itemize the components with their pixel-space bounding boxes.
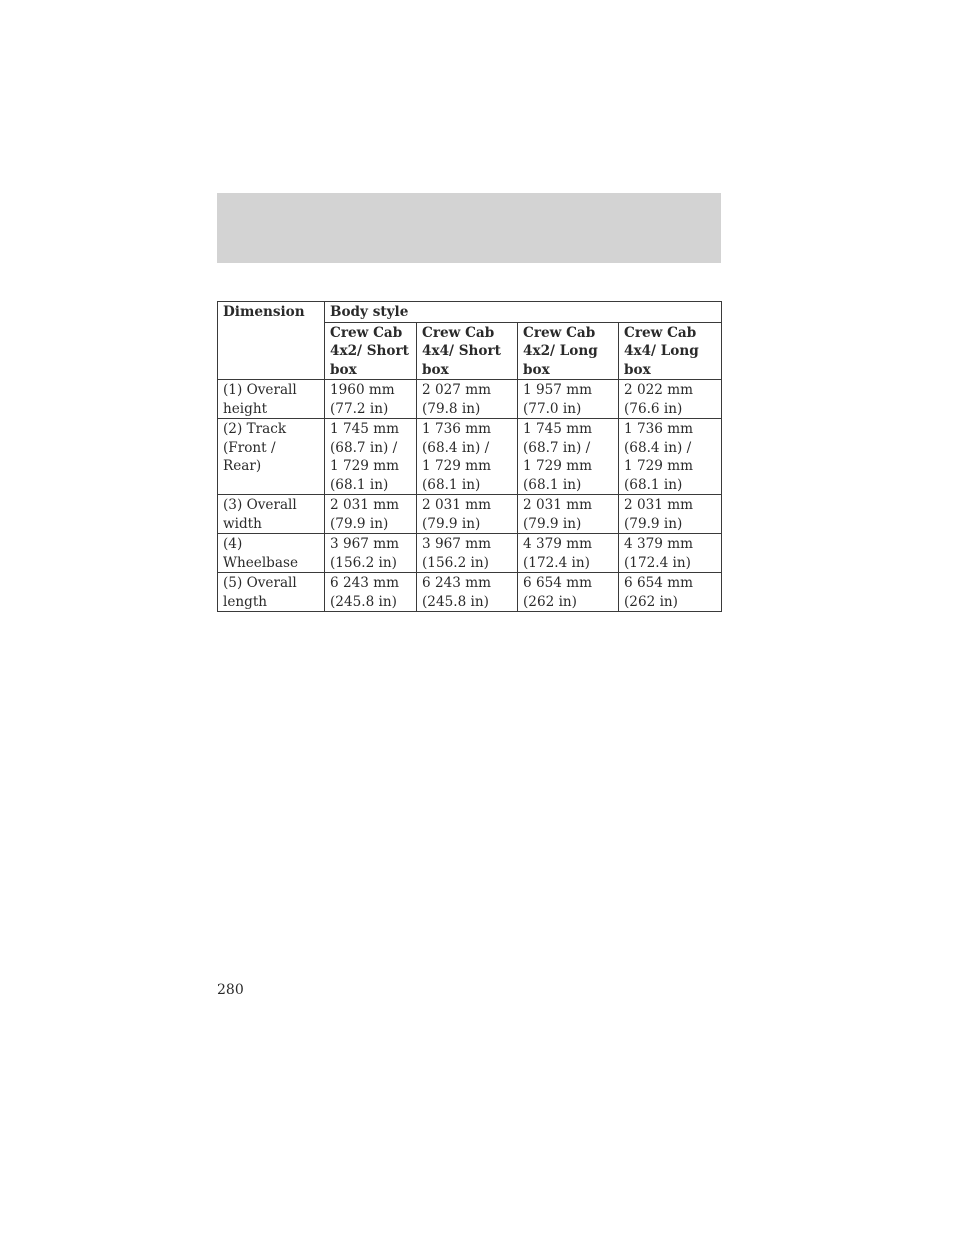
row-label: (1) Overall height [218,380,325,419]
table-cell: 1 745 mm (68.7 in) / 1 729 mm (68.1 in) [325,419,417,495]
table-cell: 1 957 mm (77.0 in) [518,380,619,419]
column-header-crew-cab-4x2-long: Crew Cab 4x2/ Long box [518,322,619,380]
table-cell: 1 736 mm (68.4 in) / 1 729 mm (68.1 in) [619,419,722,495]
table-cell: 6 243 mm (245.8 in) [325,573,417,612]
table-row [218,573,722,612]
table-row [218,495,722,534]
body-style-header: Body style [325,302,722,323]
table-cell: 3 967 mm (156.2 in) [417,534,518,573]
page-number: 280 [217,982,244,998]
dimension-header: Dimension [218,302,325,380]
table-cell: 4 379 mm (172.4 in) [518,534,619,573]
table-cell: 1 736 mm (68.4 in) / 1 729 mm (68.1 in) [417,419,518,495]
table-cell: 2 022 mm (76.6 in) [619,380,722,419]
table-cell: 2 031 mm (79.9 in) [325,495,417,534]
row-label: (2) Track (Front / Rear) [218,419,325,495]
table-cell: 6 243 mm (245.8 in) [417,573,518,612]
table-cell: 4 379 mm (172.4 in) [619,534,722,573]
table-header-row [218,302,722,323]
table-cell: 2 031 mm (79.9 in) [417,495,518,534]
table-cell: 2 031 mm (79.9 in) [619,495,722,534]
table-cell: 2 031 mm (79.9 in) [518,495,619,534]
column-header-crew-cab-4x4-long: Crew Cab 4x4/ Long box [619,322,722,380]
table-row [218,419,722,495]
column-header-crew-cab-4x4-short: Crew Cab 4x4/ Short box [417,322,518,380]
row-label: (5) Overall length [218,573,325,612]
table-cell: 1 745 mm (68.7 in) / 1 729 mm (68.1 in) [518,419,619,495]
column-header-crew-cab-4x2-short: Crew Cab 4x2/ Short box [325,322,417,380]
row-label: (4) Wheelbase [218,534,325,573]
table-row [218,534,722,573]
table-cell: 3 967 mm (156.2 in) [325,534,417,573]
table-row [218,380,722,419]
row-label: (3) Overall width [218,495,325,534]
header-band [217,193,721,263]
table-cell: 1960 mm (77.2 in) [325,380,417,419]
table-cell: 6 654 mm (262 in) [518,573,619,612]
table-cell: 6 654 mm (262 in) [619,573,722,612]
dimensions-table [217,301,722,612]
table-cell: 2 027 mm (79.8 in) [417,380,518,419]
